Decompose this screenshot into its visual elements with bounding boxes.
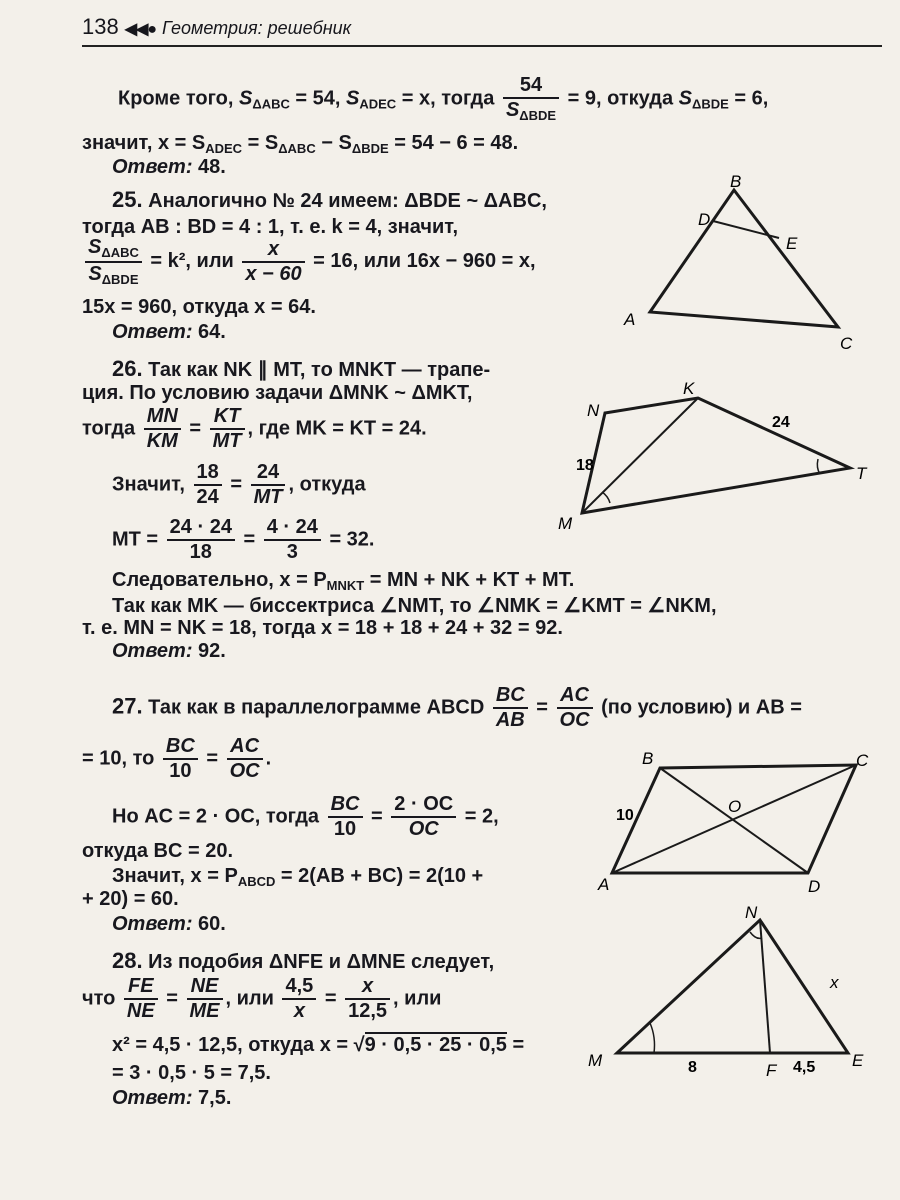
p28-answer: Ответ: 7,5. [112,1087,232,1109]
fraction: $\frac{FE}{NE}$ [124,975,158,1023]
p28-line-1: 28. Из подобия ΔNFE и ΔMNE следует, [112,948,495,973]
p27-parallelogram-figure [590,748,890,898]
p26-line-4: Значит, $\frac{18}{24}$ = $\frac{24}{MT}$ , откуда [112,461,366,508]
label-m: M [588,1051,603,1070]
p28-triangle-figure [580,900,890,1080]
p26-answer: Ответ: 92. [112,640,226,662]
fraction: $\frac{BC}{10}$ [328,793,363,841]
fraction: $\frac{4,5}{x}$ [282,975,316,1023]
label-a: A [624,310,636,329]
p24-line-1: Кроме того, $S_{\Delta ABC} = 54$, $S_{ADEC} = x$, тогда $\frac{54}{S_{\Delta BDE}}$ = 9, откуда $S_{\Delta BDE} = 6$, [118,74,769,123]
label-e: E [852,1051,864,1070]
label-n: N [745,903,758,922]
fraction: $\frac{S_{\Delta ABC}}{S_{\Delta BDE}}$ [85,236,142,288]
p26-line-1: 26. Так как NK ∥ MT, то MNKT — трапе- [112,356,491,381]
p25-line-4: 15x = 960, откуда x = 64. [82,296,316,318]
p28-line-3: x² = 4,5 · 12,5, откуда x = √9 · 0,5 · 25 · 0,5 = [112,1034,525,1056]
fraction: $\frac{x}{x - 60}$ [242,238,304,286]
label-n: N [587,401,600,420]
segment-de [713,221,779,238]
running-header [82,14,351,40]
fraction: $\frac{2 \cdot OC}{OC}$ [391,793,456,841]
fraction: $\frac{BC}{10}$ [163,735,198,783]
fraction: $\frac{4 \cdot 24}{3}$ [264,516,321,564]
p26-line-3: тогда $\frac{MN}{KM}$ = $\frac{KT}{MT}$ , где MK = KT = 24. [82,405,427,452]
page-number: 138 [82,14,119,39]
label-f: F [766,1061,777,1080]
p27-answer: Ответ: 60. [112,913,226,935]
p25-line-2: тогда AB : BD = 4 : 1, т. е. k = 4, значит, [82,216,459,238]
triangle-mne [617,920,848,1053]
label-t: T [856,464,867,483]
label-e: E [786,234,798,253]
segment-nf [760,920,770,1053]
label-c: C [840,334,853,353]
label-kt-length: 24 [772,414,790,431]
label-mn-length: 18 [576,457,594,474]
diagonal-bd [660,768,808,873]
book-title: Геометрия: решебник [162,18,352,38]
diagonal-ac [612,765,856,873]
header-rule [82,45,882,47]
problem-number: 25. [112,187,143,212]
label-ab-length: 10 [616,807,634,824]
fraction: $\frac{54}{S_{\Delta BDE}}$ [503,74,559,124]
p28-line-4: = 3 · 0,5 · 5 = 7,5. [112,1062,271,1084]
p25-answer: Ответ: 64. [112,321,226,343]
p26-trapezoid-figure [540,378,890,538]
p27-line-2: = 10, то $\frac{BC}{10}$ = $\frac{AC}{OC}$ . [82,735,272,782]
label-m: M [558,514,573,533]
label-a: A [598,875,610,894]
problem-number: 27. [112,693,143,719]
fraction: $\frac{AC}{OC}$ [227,735,263,783]
fraction: $\frac{NE}{ME}$ [187,975,223,1023]
label-k: K [683,379,695,398]
fraction: $\frac{MN}{KM}$ [144,405,181,453]
p26-line-6: Следовательно, $x = P_{MNKT}$ = MN + NK + KT + MT. [112,569,575,593]
p27-line-4: откуда BC = 20. [82,840,234,862]
p24-answer: Ответ: 48. [112,156,226,178]
sqrt-radicand: 9 · 0,5 · 25 · 0,5 [364,1034,507,1056]
fraction: $\frac{24 \cdot 24}{18}$ [167,516,235,564]
label-d: D [698,210,711,229]
label-o: O [728,797,742,816]
angle-arc-m [602,492,610,503]
p26-line-8: т. е. MN = NK = 18, тогда x = 18 + 18 + 24 + 32 = 92. [82,617,563,639]
fraction: $\frac{KT}{MT}$ [210,405,245,453]
fraction: $\frac{BC}{AB}$ [493,684,528,732]
p25-triangle-figure [600,165,890,355]
label-d: D [808,877,821,896]
header-ornament: ◀◀● [124,21,156,38]
p27-line-1: 27. Так как в параллелограмме ABCD $\frac{BC}{AB}$ = $\frac{AC}{OC}$ (по условию) и AB = [112,684,802,731]
problem-number: 26. [112,356,143,381]
label-c: C [856,751,869,770]
p26-line-2: ция. По условию задачи ΔMNK ~ ΔMKT, [82,382,473,404]
p27-line-6: + 20) = 60. [82,888,179,910]
p26-line-7: Так как MK — биссектриса ∠NMT, то ∠NMK = ∠KMT = ∠NKM, [112,595,717,617]
label-b: B [730,172,742,191]
p27-line-5: Значит, $x = P_{ABCD} = 2(AB + BC) = 2(10$ + [112,865,484,889]
fraction: $\frac{18}{24}$ [194,461,222,509]
sqrt-sign: √ [353,1034,365,1056]
triangle-abc [650,190,838,327]
label-b: B [642,749,654,768]
p27-line-3: Но AC = 2 · OC, тогда $\frac{BC}{10}$ = $\frac{2 \cdot OC}{OC}$ = 2, [112,793,499,840]
fraction: $\frac{24}{MT}$ [251,461,286,509]
problem-number: 28. [112,948,143,973]
fraction: $\frac{x}{12,5}$ [345,975,390,1023]
label-x: x [830,973,839,992]
label-mf-length: 8 [688,1059,697,1076]
p25-line-3: $\frac{S_{\Delta ABC}}{S_{\Delta BDE}}$ = k², или $\frac{x}{x - 60}$ = 16, или 16x − 960 = x, [82,236,536,288]
trapezoid-mnkt [582,398,850,513]
label-fe-length: 4,5 [793,1059,816,1076]
p26-line-5: MT = $\frac{24 \cdot 24}{18}$ = $\frac{4 \cdot 24}{3}$ = 32. [112,516,375,563]
fraction: $\frac{AC}{OC}$ [557,684,593,732]
p25-line-1: 25. Аналогично № 24 имеем: ΔBDE ~ ΔABC, [112,187,547,212]
p28-line-2: что $\frac{FE}{NE}$ = $\frac{NE}{ME}$ , или $\frac{4,5}{x}$ = $\frac{x}{12,5}$ , или [82,975,442,1022]
p24-line-2: значит, $x = S_{ADEC} = S_{\Delta ABC} - S_{\Delta BDE} = 54 - 6 = 48$. [82,132,519,156]
angle-arc-m [650,1023,655,1053]
